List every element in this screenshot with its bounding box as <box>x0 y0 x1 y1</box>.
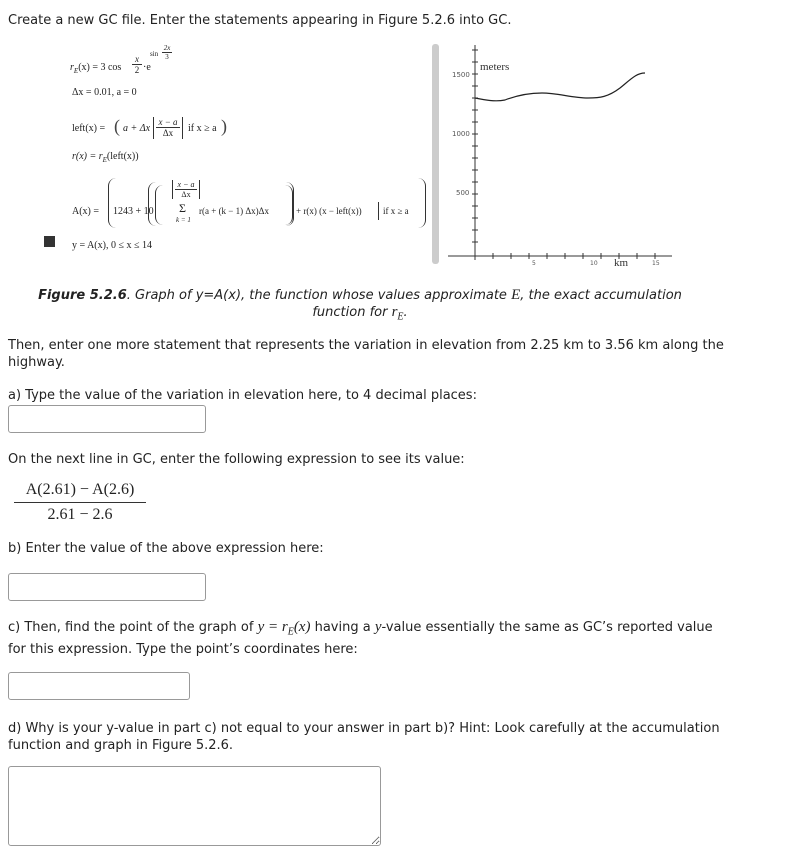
x-tick-10: 10 <box>590 260 598 267</box>
y-tick-500: 500 <box>456 189 470 197</box>
question-c-label: c) Then, find the point of the graph of $y = r_E(x)$ having a y-value essentially the same as GC’s reported value for this expression. Type the point’s coordinates here: <box>8 619 713 657</box>
panel-divider[interactable] <box>432 44 439 264</box>
gc-eq-A: A(x) = <box>72 206 100 217</box>
answer-b-input[interactable] <box>8 573 206 601</box>
x-tick-5: 5 <box>532 260 536 267</box>
difference-quotient-expression <box>14 481 146 524</box>
answer-d-textarea[interactable] <box>8 766 381 846</box>
gc-eq-r: $r(x) = r_E(left(x))$ <box>72 151 139 164</box>
gc-eq-left: left(x) = <box>72 123 106 134</box>
question-a-label: a) Type the value of the variation in elevation here, to 4 decimal places: <box>8 388 477 403</box>
gc-figure: $r_E(x) = 3$ cos x 2 ·e sin 2x 3 Δx = 0.01, a = 0 left(x) = ( a + Δx x − a Δx if x ≥ a ) $r(x) = r_E(left(x))$ A(x) = 1243 + 10 x − a Δx Σ k = 1 r(a + (k − 1) Δx)Δx + r(x) (x − left(x)) if x ≥ a y = A(x), 0 ≤ x ≤ 14 <box>0 40 790 280</box>
question-b-label: b) Enter the value of the above expression here: <box>8 541 324 556</box>
intro-text: Create a new GC file. Enter the statements appearing in Figure 5.2.6 into GC. <box>8 13 512 28</box>
gc-eq-rE: $r_E(x) = 3$ cos <box>70 62 122 75</box>
gc-eq-y: y = A(x), 0 ≤ x ≤ 14 <box>72 240 152 251</box>
y-unit-label: meters <box>480 61 510 73</box>
y-tick-1000: 1000 <box>452 130 470 138</box>
answer-c-input[interactable] <box>8 672 190 700</box>
instruction-paragraph: Then, enter one more statement that represents the variation in elevation from 2.25 km to 3.56 km along the highway. <box>8 338 724 370</box>
y-tick-1500: 1500 <box>452 71 470 79</box>
question-d-label: d) Why is your y-value in part c) not equal to your answer in part b)? Hint: Look carefully at the accumulation function and graph in Figure 5.2.6. <box>8 721 720 753</box>
expression-numerator: A(2.61) − A(2.6) <box>14 481 146 503</box>
x-tick-15: 15 <box>652 260 660 267</box>
figure-caption: Figure 5.2.6. Graph of y=A(x), the function whose values approximate E, the exact accumulation function for $r_E$. <box>38 287 682 323</box>
accumulation-graph <box>440 40 680 275</box>
x-unit-label: km <box>614 257 629 269</box>
graph-visible-checkbox[interactable] <box>44 236 55 247</box>
answer-a-input[interactable] <box>8 405 206 433</box>
next-line-instruction: On the next line in GC, enter the following expression to see its value: <box>8 452 465 467</box>
expression-denominator: 2.61 − 2.6 <box>47 506 113 523</box>
gc-eq-dx: Δx = 0.01, a = 0 <box>72 87 137 98</box>
accumulation-curve <box>475 73 645 101</box>
